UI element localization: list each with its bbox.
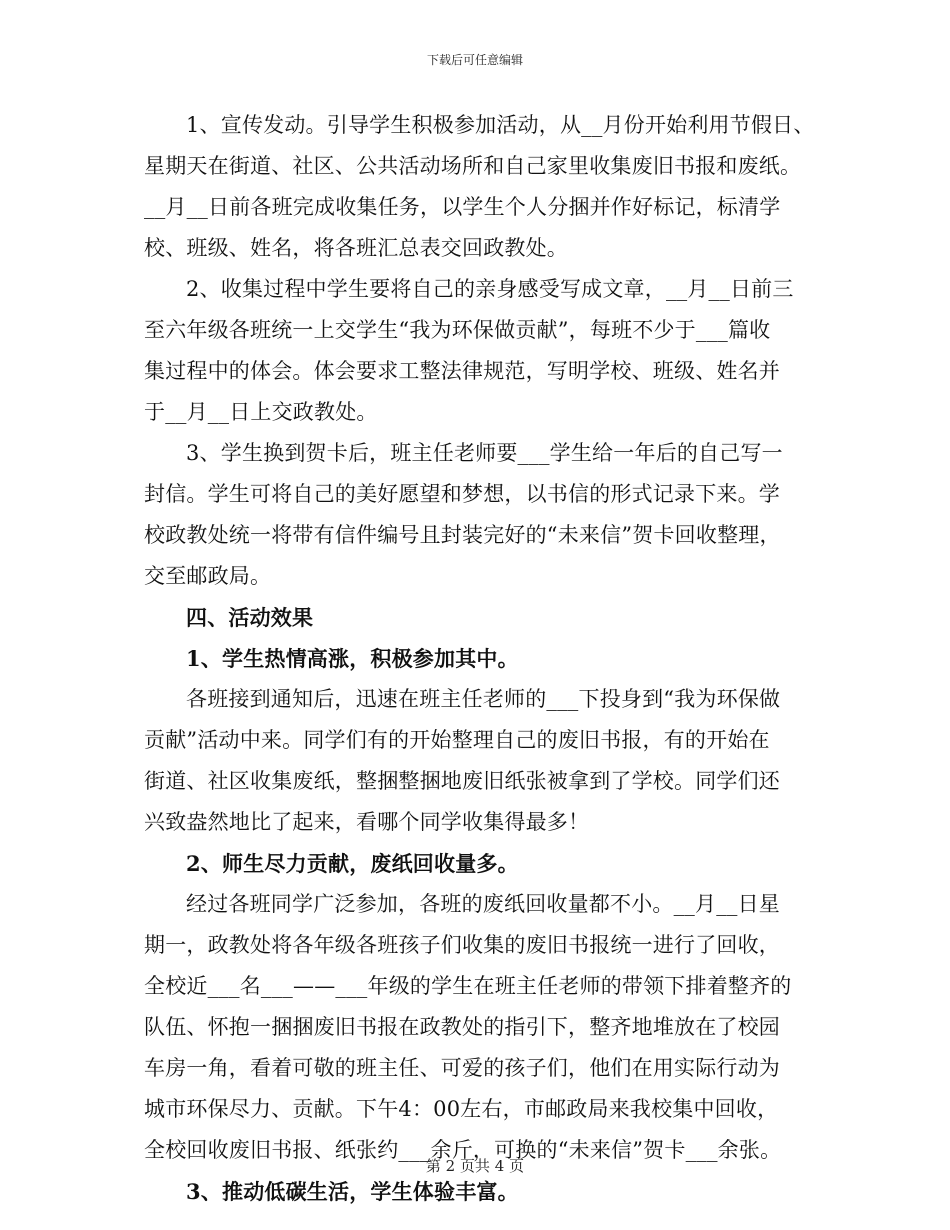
text-line: 校政教处统一将带有信件编号且封装完好的“未来信”贺卡回收整理，: [144, 523, 781, 547]
text-line: 各班接到通知后，迅速在班主任老师的___下投身到“我为环保做: [186, 687, 781, 711]
page-footer: 第 2 页共 4 页: [425, 1157, 525, 1175]
text-line: 全校近___名___——___年级的学生在班主任老师的带领下排着整齐的: [144, 974, 792, 998]
section-heading: 四、活动效果: [186, 605, 314, 630]
text-line: 1、宣传发动。引导学生积极参加活动，从__月份开始利用节假日、: [186, 113, 815, 137]
text-line: 交至邮政局。: [144, 564, 272, 588]
text-line: 车房一角，看着可敬的班主任、可爱的孩子们，他们在用实际行动为: [144, 1056, 780, 1080]
text-line: 城市环保尽力、贡献。下午4：00左右，市邮政局来我校集中回收，: [144, 1097, 779, 1121]
section-heading: 1、学生热情高涨，积极参加其中。: [186, 646, 519, 671]
text-line: 兴致盎然地比了起来，看哪个同学收集得最多！: [144, 810, 590, 834]
text-line: 街道、社区收集废纸，整捆整捆地废旧纸张被拿到了学校。同学们还: [144, 769, 780, 793]
text-line: 期一，政教处将各年级各班孩子们收集的废旧书报统一进行了回收，: [144, 933, 780, 957]
text-line: 于__月__日上交政教处。: [144, 400, 378, 424]
text-line: 全校回收废旧书报、纸张约___余斤，可换的“未来信”贺卡___余张。: [144, 1138, 782, 1162]
document-body: [144, 105, 814, 1212]
page-header: 下载后可任意编辑: [426, 53, 523, 67]
text-line: 封信。学生可将自己的美好愿望和梦想，以书信的形式记录下来。学: [144, 482, 780, 506]
text-line: 校、班级、姓名，将各班汇总表交回政教处。: [144, 236, 568, 260]
text-line: 队伍、怀抱一捆捆废旧书报在政教处的指引下，整齐地堆放在了校园: [144, 1015, 780, 1039]
text-line: 集过程中的体会。体会要求工整法律规范，写明学校、班级、姓名并: [144, 359, 780, 383]
section-heading: 2、师生尽力贡献，废纸回收量多。: [186, 851, 519, 876]
text-line: 3、学生换到贺卡后，班主任老师要___学生给一年后的自己写一: [186, 441, 783, 465]
text-line: __月__日前各班完成收集任务，以学生个人分捆并作好标记，标清学: [144, 195, 781, 219]
text-line: 星期天在街道、社区、公共活动场所和自己家里收集废旧书报和废纸。: [144, 154, 802, 178]
text-line: 经过各班同学广泛参加，各班的废纸回收量都不小。__月__日星: [186, 892, 780, 916]
text-line: 至六年级各班统一上交学生“我为环保做贡献”，每班不少于___篇收: [144, 318, 771, 342]
text-line: 贡献”活动中来。同学们有的开始整理自己的废旧书报，有的开始在: [144, 728, 770, 752]
section-heading: 3、推动低碳生活，学生体验丰富。: [186, 1179, 519, 1204]
text-line: 2、收集过程中学生要将自己的亲身感受写成文章，__月__日前三: [186, 277, 794, 301]
